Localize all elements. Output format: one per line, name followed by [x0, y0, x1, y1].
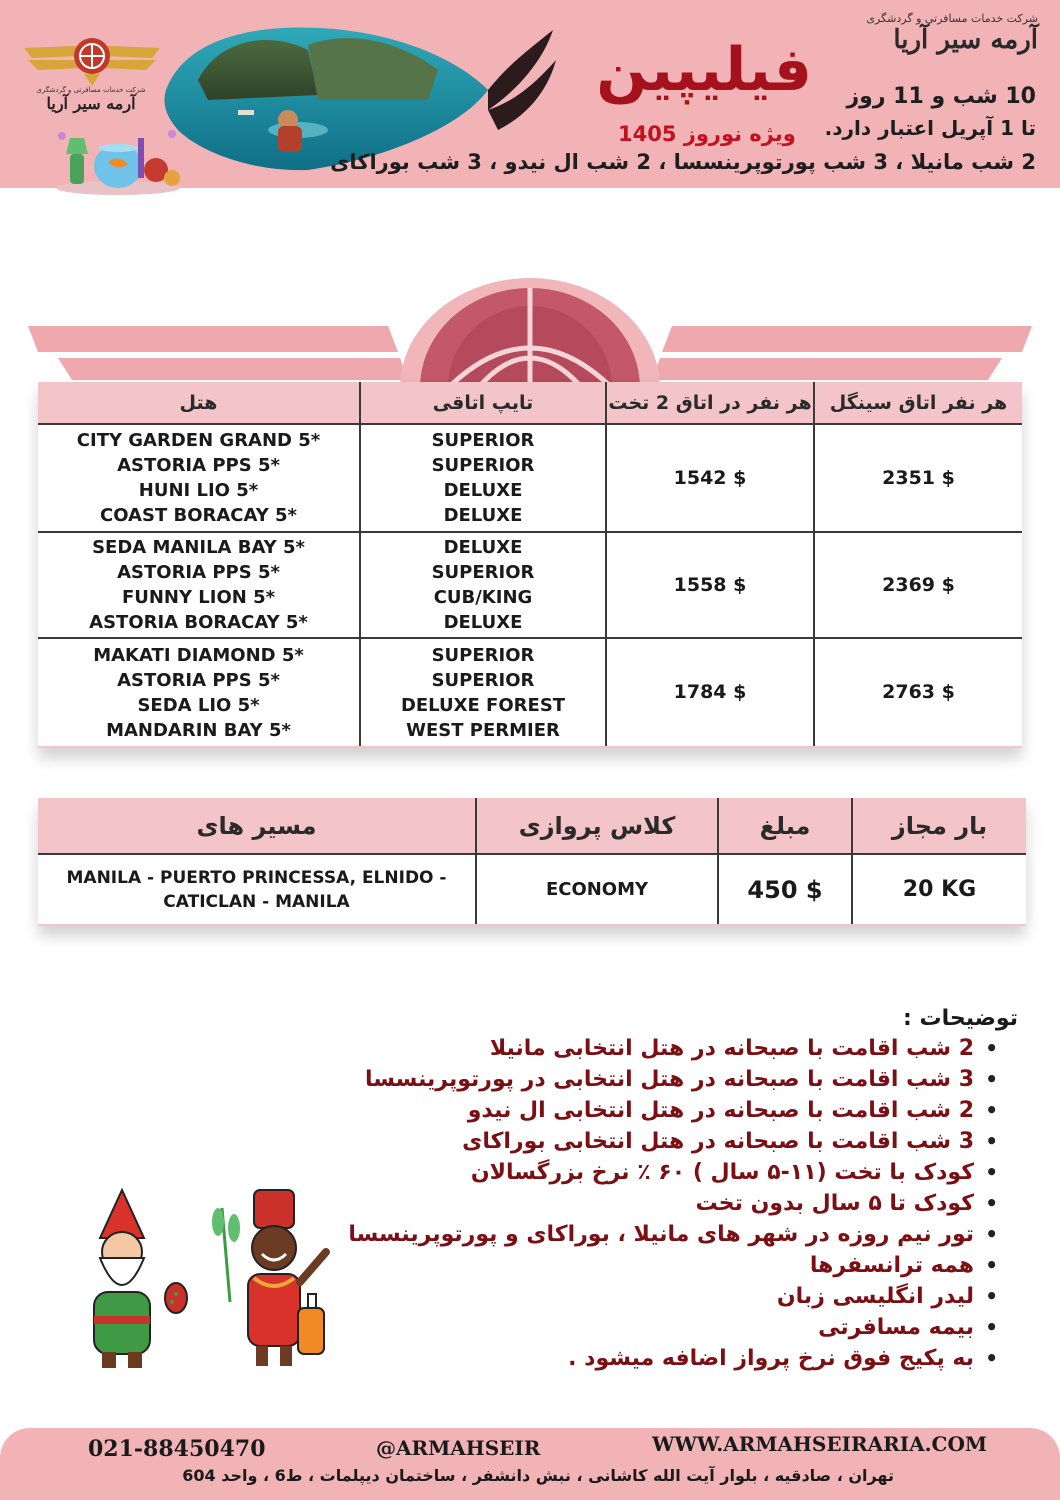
table-row: [38, 424, 1022, 532]
header-price: مبلغ: [718, 798, 852, 854]
hotel-name: SEDA LIO 5*: [137, 694, 260, 716]
nowruz-characters-illustration: [72, 1182, 352, 1372]
header-baggage: بار مجاز: [852, 798, 1026, 854]
itinerary-line: 2 شب مانیلا ، 3 شب پورتوپرینسسا ، 2 شب ال نیدو ، 3 شب بوراکای: [330, 150, 1036, 174]
list-item: [318, 1312, 1018, 1343]
header-single: هر نفر اتاق سینگل: [814, 382, 1022, 424]
room-type: DELUXE: [443, 480, 523, 501]
room-type: DELUXE: [443, 612, 523, 633]
footer-phone[interactable]: 021-88450470: [88, 1436, 266, 1462]
list-item: [318, 1064, 1018, 1095]
room-type: WEST PERMIER: [406, 719, 560, 741]
table-row: [38, 638, 1022, 746]
bullet-icon: •: [985, 1191, 998, 1215]
header-room-type: تایپ اتاقی: [360, 382, 606, 424]
single-price: 2351 $: [814, 424, 1022, 532]
room-type: SUPERIOR: [431, 455, 535, 476]
footer-website[interactable]: WWW.ARMAHSEIRARIA.COM: [652, 1432, 988, 1456]
flight-price: 450 $: [718, 854, 852, 924]
note-text: 2 شب اقامت با صبحانه در هتل انتخابی مانیلا: [489, 1036, 974, 1061]
room-type: DELUXE: [443, 505, 523, 526]
double-price: 1558 $: [606, 532, 814, 638]
room-types: [360, 424, 606, 532]
hotel-name: HUNI LIO 5*: [138, 480, 259, 501]
route-line: MANILA - PUERTO PRINCESSA, ELNIDO -: [66, 867, 447, 888]
header-class: کلاس پروازی: [476, 798, 718, 854]
company-name: آرمه سیر آریا: [893, 25, 1038, 55]
list-item: [318, 1157, 1018, 1188]
flight-class: ECONOMY: [476, 854, 718, 924]
header-routes: مسیر های: [38, 798, 476, 854]
flight-table-panel: [38, 798, 1026, 926]
destination-title: فیلیپین: [596, 35, 812, 105]
bullet-icon: •: [985, 1346, 998, 1370]
room-type: SUPERIOR: [431, 644, 535, 666]
hotel-name: MAKATI DIAMOND 5*: [93, 644, 304, 666]
list-item: [318, 1033, 1018, 1064]
hotel-table: [38, 382, 1022, 746]
header-hotel: هتل: [38, 382, 360, 424]
hotel-table-header: [38, 382, 1022, 424]
baggage-value: 20 KG: [852, 854, 1026, 924]
room-types: [360, 532, 606, 638]
list-item: [318, 1250, 1018, 1281]
room-type: SUPERIOR: [431, 669, 535, 691]
list-item: [318, 1219, 1018, 1250]
hotel-name: SEDA MANILA BAY 5*: [92, 537, 305, 558]
room-type: DELUXE FOREST: [400, 694, 566, 716]
room-type: CUB/KING: [433, 587, 533, 608]
special-offer: ویژه نوروز 1405: [618, 122, 796, 146]
note-text: همه ترانسفرها: [809, 1253, 974, 1278]
room-type: SUPERIOR: [431, 562, 535, 583]
company-subtitle: شرکت خدمات مسافرتی و گردشگری: [866, 12, 1038, 25]
route-line: CATICLAN - MANILA: [163, 891, 350, 912]
flight-table: [38, 798, 1026, 924]
hotel-name: CITY GARDEN GRAND 5*: [76, 430, 321, 451]
hotel-name: MANDARIN BAY 5*: [106, 719, 291, 741]
table-row: [38, 532, 1022, 638]
tour-duration: 10 شب و 11 روز: [846, 84, 1036, 109]
flight-routes: [38, 854, 476, 924]
list-item: [318, 1126, 1018, 1157]
bullet-icon: •: [985, 1098, 998, 1122]
note-text: 2 شب اقامت با صبحانه در هتل انتخابی ال نیدو: [467, 1098, 974, 1123]
haft-seen-illustration: [48, 118, 188, 196]
note-text: تور نیم روزه در شهر های مانیلا ، بوراکای و پورتوپرینسسا: [348, 1222, 974, 1247]
bullet-icon: •: [985, 1253, 998, 1277]
list-item: [318, 1281, 1018, 1312]
room-types: [360, 638, 606, 746]
table-row: [38, 854, 1026, 924]
hotel-name: COAST BORACAY 5*: [100, 505, 297, 526]
company-brand: [866, 12, 1038, 55]
notes-title: توضیحات :: [903, 1006, 1018, 1031]
winged-globe-emblem: [28, 268, 1032, 388]
notes-section: [318, 1006, 1018, 1374]
bullet-icon: •: [985, 1284, 998, 1308]
single-price: 2763 $: [814, 638, 1022, 746]
hotel-name: FUNNY LION 5*: [121, 587, 276, 608]
logo-text: [36, 86, 146, 113]
validity-note: تا 1 آپریل اعتبار دارد.: [824, 116, 1036, 140]
bullet-icon: •: [985, 1036, 998, 1060]
room-type: SUPERIOR: [431, 430, 535, 451]
note-text: به پکیج فوق نرخ پرواز اضافه میشود .: [568, 1346, 974, 1371]
header-double: هر نفر در اتاق 2 تخت: [606, 382, 814, 424]
bullet-icon: •: [985, 1160, 998, 1184]
logo-small-text: شرکت خدمات مسافرتی و گردشگری: [36, 86, 146, 94]
hotel-name: ASTORIA PPS 5*: [117, 455, 280, 476]
hotel-name: ASTORIA PPS 5*: [117, 562, 280, 583]
single-price: 2369 $: [814, 532, 1022, 638]
list-item: [318, 1188, 1018, 1219]
note-text: بیمه مسافرتی: [818, 1315, 974, 1340]
list-item: [318, 1095, 1018, 1126]
flight-table-header: [38, 798, 1026, 854]
bullet-icon: •: [985, 1129, 998, 1153]
hotel-names: [38, 424, 360, 532]
hotel-name: ASTORIA PPS 5*: [117, 669, 280, 691]
note-text: 3 شب اقامت با صبحانه در هتل انتخابی بوراکای: [462, 1129, 974, 1154]
notes-list: [318, 1033, 1018, 1374]
hotel-names: [38, 532, 360, 638]
bullet-icon: •: [985, 1067, 998, 1091]
bullet-icon: •: [985, 1315, 998, 1339]
note-text: کودک با تخت (۱۱-۵ سال ) ۶۰ ٪ نرخ بزرگسالان: [470, 1160, 974, 1185]
note-text: 3 شب اقامت با صبحانه در هتل انتخابی در پورتوپرینسسا: [365, 1067, 974, 1092]
double-price: 1542 $: [606, 424, 814, 532]
footer-address: تهران ، صادقیه ، بلوار آیت الله کاشانی ، نبش دانشفر ، ساختمان دیپلمات ، ط6 ، واحد 604: [182, 1466, 894, 1485]
room-type: DELUXE: [443, 537, 523, 558]
note-text: کودک تا ۵ سال بدون تخت: [695, 1191, 974, 1216]
note-text: لیدر انگلیسی زبان: [776, 1284, 974, 1309]
double-price: 1784 $: [606, 638, 814, 746]
hotel-name: ASTORIA BORACAY 5*: [89, 612, 308, 633]
list-item: [318, 1343, 1018, 1374]
bullet-icon: •: [985, 1222, 998, 1246]
hotel-names: [38, 638, 360, 746]
footer-instagram[interactable]: @ARMAHSEIR: [376, 1436, 541, 1460]
logo-name-text: آرمه سیر آریا: [46, 94, 136, 113]
hotel-price-table: [38, 382, 1022, 748]
